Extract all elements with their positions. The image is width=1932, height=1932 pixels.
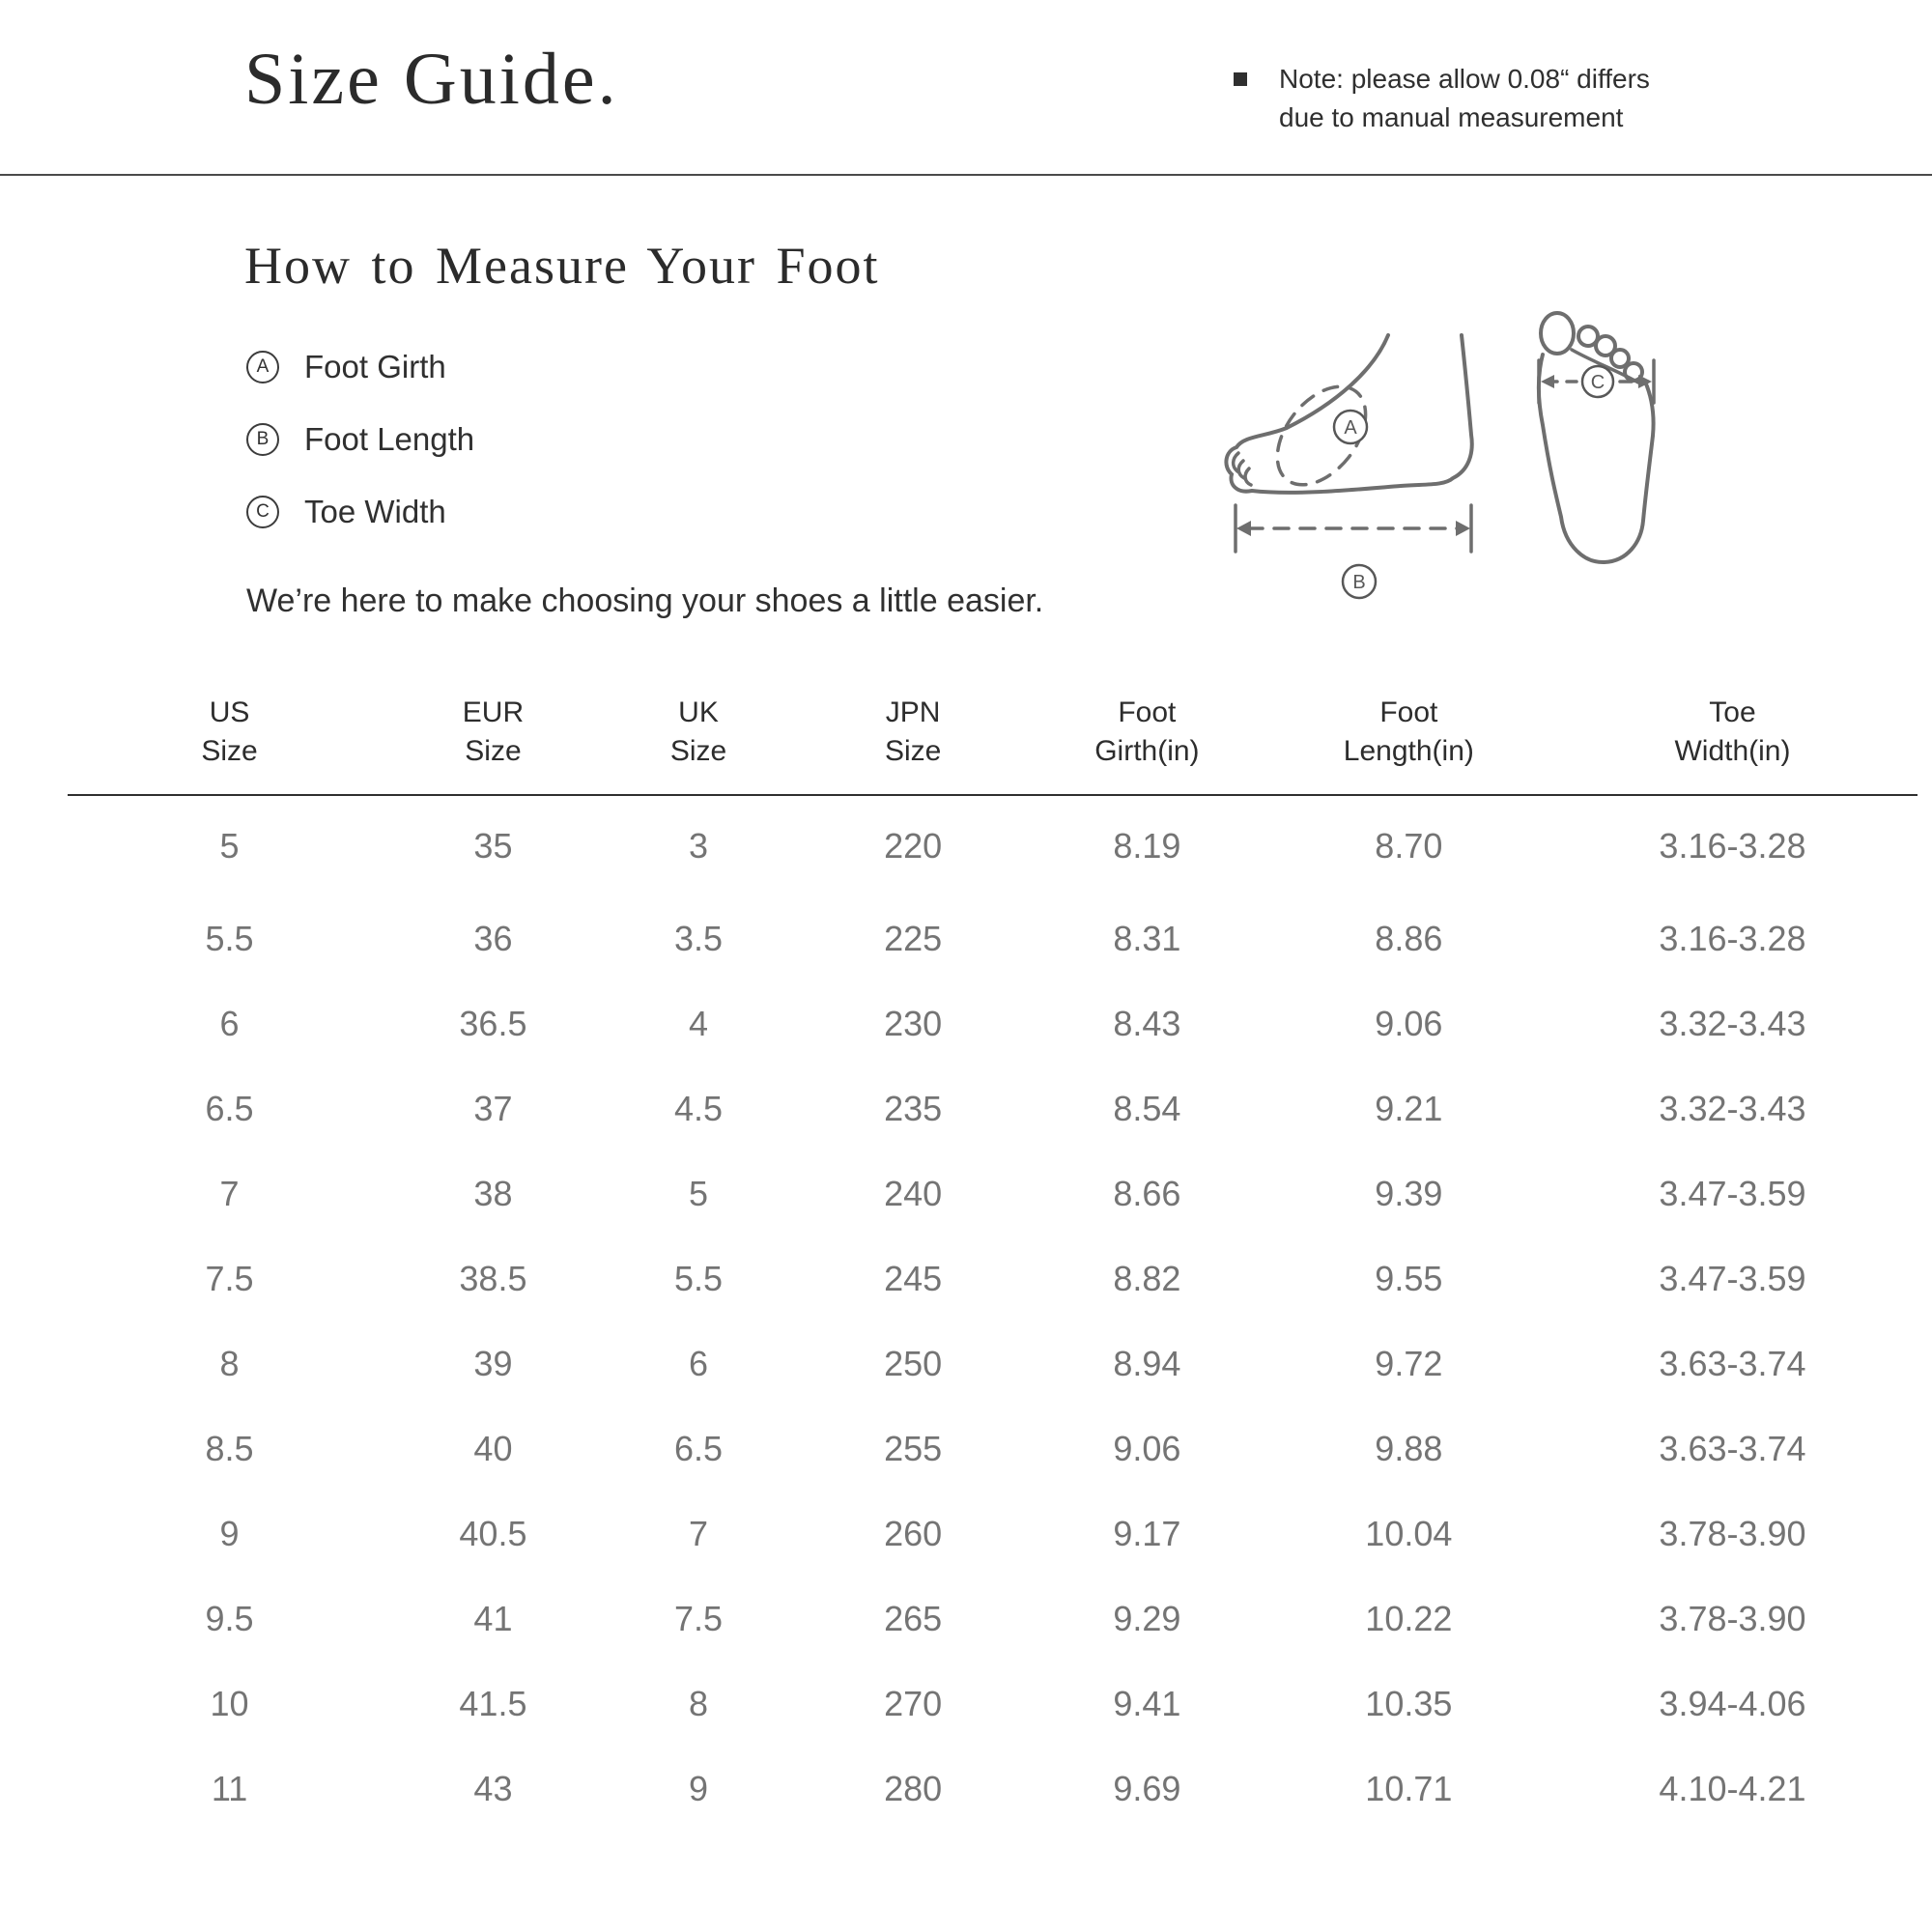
table-cell: 3 (688, 826, 709, 866)
table-cell: 3.78-3.90 (1659, 1599, 1806, 1638)
column-header-line2: Size (201, 735, 258, 767)
circled-letter-c-icon: C (246, 496, 279, 528)
table-cell: 235 (884, 1089, 943, 1128)
table-cell: 9 (688, 1769, 709, 1808)
table-cell: 36 (473, 919, 513, 958)
table-cell: 9.06 (1375, 1004, 1443, 1043)
table-cell: 7 (688, 1514, 709, 1553)
table-cell: 3.32-3.43 (1659, 1089, 1806, 1128)
table-cell: 4.10-4.21 (1659, 1769, 1806, 1808)
table-cell: 9.21 (1375, 1089, 1443, 1128)
table-row (68, 1236, 1918, 1321)
table-cell: 10.04 (1365, 1514, 1453, 1553)
table-cell: 36.5 (459, 1004, 527, 1043)
note-line-2: due to manual measurement (1279, 102, 1624, 132)
measure-legend (246, 346, 474, 563)
table-row (68, 1577, 1918, 1662)
table-cell: 10.35 (1365, 1684, 1453, 1723)
table-row (68, 1321, 1918, 1406)
circled-letter-b-icon: B (246, 423, 279, 456)
table-cell: 9.72 (1375, 1344, 1443, 1383)
table-cell: 4.5 (673, 1089, 724, 1128)
table-row (68, 795, 1918, 896)
table-cell: 8 (688, 1684, 709, 1723)
column-header-line1: Foot (1118, 696, 1177, 728)
diagram-label-c: C (1590, 372, 1605, 393)
foot-measurement-illustration (947, 237, 1690, 604)
column-header-line2: Girth(in) (1094, 735, 1200, 767)
table-cell: 8.31 (1113, 919, 1181, 958)
table-cell: 3.47-3.59 (1659, 1174, 1806, 1213)
table-cell: 8.19 (1113, 826, 1181, 866)
table-row (68, 896, 1918, 981)
column-header (595, 694, 802, 795)
column-header (68, 694, 391, 795)
table-cell: 8.43 (1113, 1004, 1181, 1043)
table-cell: 9.29 (1113, 1599, 1181, 1638)
table-cell: 265 (884, 1599, 943, 1638)
table-cell: 3.16-3.28 (1659, 826, 1806, 866)
table-cell: 41 (473, 1599, 513, 1638)
column-header (391, 694, 595, 795)
table-cell: 39 (473, 1344, 513, 1383)
size-conversion-table (68, 694, 1918, 1832)
column-header (1024, 694, 1270, 795)
column-header-line1: Toe (1709, 696, 1756, 728)
table-cell: 5.5 (205, 919, 254, 958)
legend-item-foot-length (246, 418, 474, 461)
table-cell: 3.5 (673, 919, 724, 958)
table-row (68, 1066, 1918, 1151)
table-cell: 41.5 (459, 1684, 527, 1723)
table-cell: 10.71 (1365, 1769, 1453, 1808)
table-cell: 230 (884, 1004, 943, 1043)
table-cell: 280 (884, 1769, 943, 1808)
square-bullet-icon (1234, 72, 1247, 86)
table-row (68, 1662, 1918, 1747)
table-cell: 8.94 (1113, 1344, 1181, 1383)
table-cell: 35 (473, 826, 513, 866)
table-cell: 9.41 (1113, 1684, 1181, 1723)
diagram-label-a: A (1344, 417, 1357, 439)
column-header-line2: Size (669, 735, 727, 767)
column-header-line2: Length(in) (1343, 735, 1474, 767)
table-cell: 43 (473, 1769, 513, 1808)
table-cell: 10.22 (1365, 1599, 1453, 1638)
table-cell: 6.5 (673, 1429, 724, 1468)
table-cell: 6 (219, 1004, 240, 1043)
table-cell: 37 (473, 1089, 513, 1128)
table-header-row (68, 694, 1918, 795)
legend-label: Toe Width (304, 494, 446, 529)
table-cell: 8.54 (1113, 1089, 1181, 1128)
legend-label: Foot Girth (304, 349, 446, 384)
column-header-line2: Width(in) (1674, 735, 1791, 767)
section-heading: How to Measure Your Foot (244, 237, 880, 295)
legend-item-toe-width (246, 491, 474, 533)
table-cell: 220 (884, 826, 943, 866)
table-cell: 245 (884, 1259, 943, 1298)
table-cell: 7 (219, 1174, 240, 1213)
table-cell: 270 (884, 1684, 943, 1723)
table-row (68, 1406, 1918, 1492)
table-cell: 8.5 (205, 1429, 254, 1468)
table-cell: 3.16-3.28 (1659, 919, 1806, 958)
diagram-label-b: B (1352, 572, 1366, 593)
table-cell: 8.66 (1113, 1174, 1181, 1213)
table-cell: 6.5 (205, 1089, 254, 1128)
table-cell: 9.88 (1375, 1429, 1443, 1468)
table-cell: 9.17 (1113, 1514, 1181, 1553)
table-cell: 255 (884, 1429, 943, 1468)
diagram-labels (1334, 366, 1613, 598)
table-cell: 8.70 (1375, 826, 1443, 866)
column-header-line1: US (209, 696, 250, 728)
table-cell: 9.06 (1113, 1429, 1181, 1468)
table-row (68, 1747, 1918, 1832)
table-cell: 10 (210, 1684, 249, 1723)
table-cell: 8.82 (1113, 1259, 1181, 1298)
table-cell: 3.78-3.90 (1659, 1514, 1806, 1553)
intro-text: We’re here to make choosing your shoes a little easier. (246, 582, 1044, 619)
table-cell: 3.32-3.43 (1659, 1004, 1806, 1043)
table-cell: 3.47-3.59 (1659, 1259, 1806, 1298)
note-line-1: Note: please allow 0.08“ differs (1279, 64, 1650, 94)
note-text (1279, 60, 1650, 137)
column-header-line2: Size (465, 735, 522, 767)
table-cell: 250 (884, 1344, 943, 1383)
column-header-line1: UK (678, 696, 719, 728)
column-header-line2: Size (884, 735, 942, 767)
table-cell: 5.5 (673, 1259, 724, 1298)
table-cell: 3.63-3.74 (1659, 1429, 1806, 1468)
table-cell: 9.5 (205, 1599, 254, 1638)
legend-label: Foot Length (304, 421, 475, 457)
column-header (1270, 694, 1548, 795)
table-cell: 6 (688, 1344, 709, 1383)
table-cell: 5 (688, 1174, 709, 1213)
table-row (68, 1492, 1918, 1577)
table-cell: 8.86 (1375, 919, 1443, 958)
page-title: Size Guide. (244, 39, 619, 120)
table-body (68, 795, 1918, 1832)
measurement-note (1234, 60, 1650, 137)
table-cell: 3.94-4.06 (1659, 1684, 1806, 1723)
table-cell: 260 (884, 1514, 943, 1553)
table-header (68, 694, 1918, 795)
table-cell: 9 (219, 1514, 240, 1553)
table-cell: 240 (884, 1174, 943, 1213)
table-cell: 4 (688, 1004, 709, 1043)
table-row (68, 1151, 1918, 1236)
table-cell: 40.5 (459, 1514, 527, 1553)
table-cell: 38.5 (459, 1259, 527, 1298)
column-header-line1: JPN (885, 696, 941, 728)
table-cell: 7.5 (673, 1599, 724, 1638)
table-cell: 9.55 (1375, 1259, 1443, 1298)
column-header (802, 694, 1024, 795)
table-cell: 8 (219, 1344, 240, 1383)
sole-foot-drawing (1539, 313, 1654, 562)
column-header (1548, 694, 1918, 795)
table-cell: 11 (211, 1769, 248, 1808)
table-cell: 9.69 (1113, 1769, 1181, 1808)
legend-item-foot-girth (246, 346, 474, 388)
table-cell: 5 (219, 826, 240, 866)
circled-letter-a-icon: A (246, 351, 279, 384)
table-cell: 38 (473, 1174, 513, 1213)
table-cell: 3.63-3.74 (1659, 1344, 1806, 1383)
table-cell: 225 (884, 919, 943, 958)
table-cell: 40 (473, 1429, 513, 1468)
table-cell: 9.39 (1375, 1174, 1443, 1213)
table-cell: 7.5 (205, 1259, 254, 1298)
header-divider (0, 174, 1932, 176)
table-row (68, 981, 1918, 1066)
column-header-line1: Foot (1379, 696, 1438, 728)
column-header-line1: EUR (462, 696, 525, 728)
